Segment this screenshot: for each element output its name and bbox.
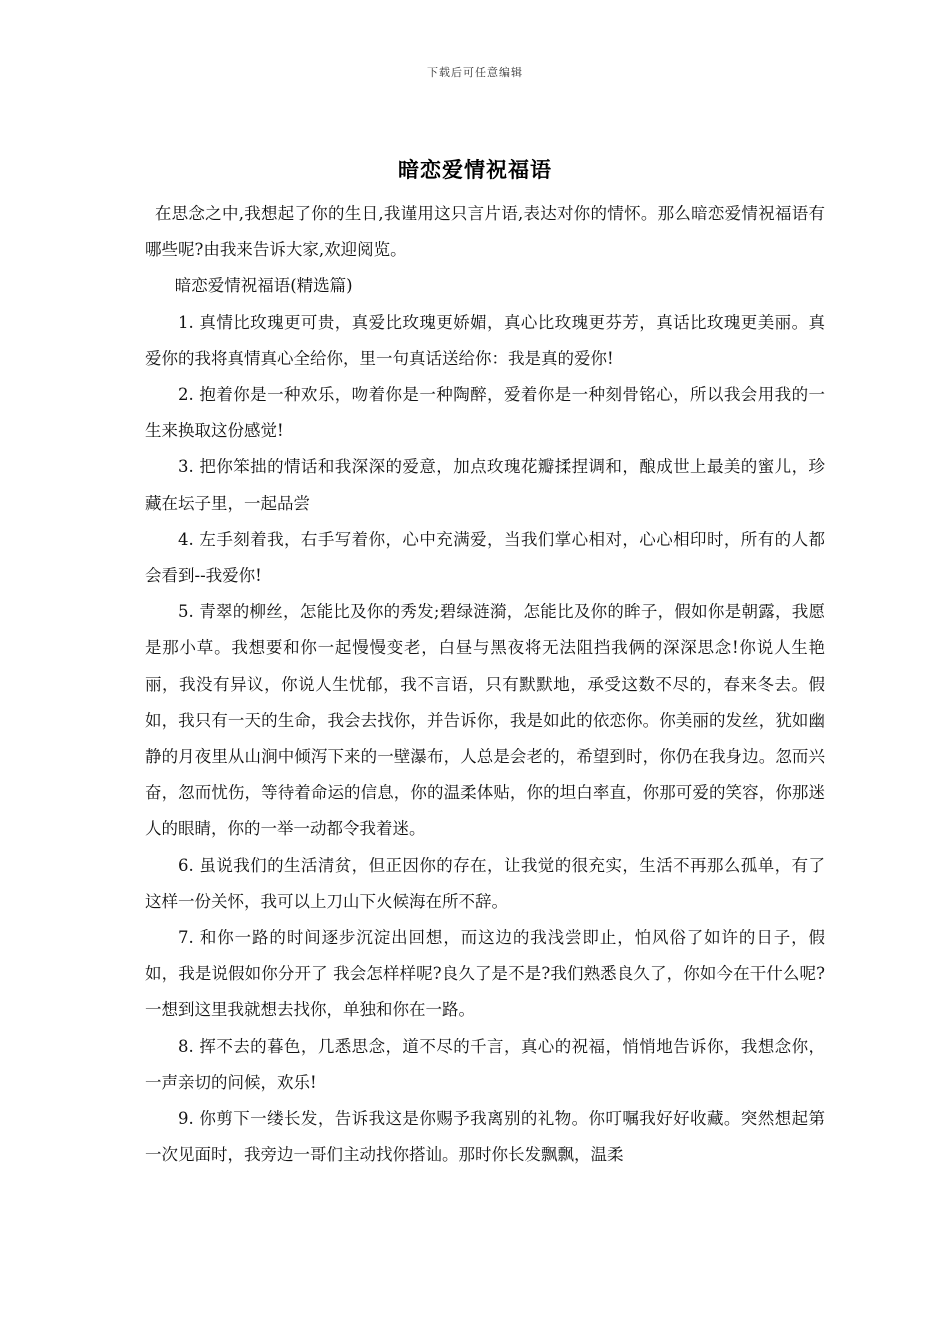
document-body	[145, 196, 825, 1173]
section-subtitle: 暗恋爱情祝福语(精选篇)	[174, 276, 353, 296]
list-item-3: 3. 把你笨拙的情话和我深深的爱意，加点玫瑰花瓣揉捏调和，酿成世上最美的蜜儿，珍藏在坛子里，一起品尝	[145, 457, 825, 513]
list-item-1: 1. 真情比玫瑰更可贵，真爱比玫瑰更娇媚，真心比玫瑰更芬芳，真话比玫瑰更美丽。真爱你的我将真情真心全给你，里一句真话送给你：我是真的爱你!	[145, 312, 825, 368]
list-item-6: 6. 虽说我们的生活清贫，但正因你的存在，让我觉的很充实，生活不再那么孤单，有了这样一份关怀，我可以上刀山下火候海在所不辞。	[145, 855, 825, 911]
list-item-5: 5. 青翠的柳丝，怎能比及你的秀发;碧绿涟漪，怎能比及你的眸子，假如你是朝露，我愿是那小草。我想要和你一起慢慢变老，白昼与黑夜将无法阻挡我俩的深深思念!你说人生艳丽，我没有异议，你说人生忧郁，我不言语，只有默默地，承受这数不尽的，春来冬去。假如，我只有一天的生命，我会去找你，并告诉你，我是如此的依恋你。你美丽的发丝，犹如幽静的月夜里从山涧中倾泻下来的一壁瀑布，人总是会老的，希望到时，你仍在我身边。忽而兴奋，忽而忧伤，等待着命运的信息，你的温柔体贴，你的坦白率直，你那可爱的笑容，你那迷人的眼睛，你的一举一动都令我着迷。	[145, 602, 825, 839]
intro-paragraph: 在思念之中,我想起了你的生日,我谨用这只言片语,表达对你的情怀。那么暗恋爱情祝福语有哪些呢?由我来告诉大家,欢迎阅览。	[145, 204, 825, 260]
header-note: 下载后可任意编辑	[427, 66, 523, 79]
list-item-7: 7. 和你一路的时间逐步沉淀出回想，而这边的我浅尝即止，怕风俗了如许的日子，假如，我是说假如你分开了 我会怎样样呢?良久了是不是?我们熟悉良久了，你如今在干什么呢?一想到这里我就想去找你，单独和你在一路。	[145, 928, 825, 1020]
list-item-2: 2. 抱着你是一种欢乐，吻着你是一种陶醉，爱着你是一种刻骨铭心，所以我会用我的一生来换取这份感觉!	[145, 385, 825, 441]
document-title: 暗恋爱情祝福语	[398, 157, 552, 182]
list-item-8: 8. 挥不去的暮色，几悉思念，道不尽的千言，真心的祝福，悄悄地告诉你，我想念你，一声亲切的问候，欢乐!	[145, 1036, 825, 1092]
list-item-4: 4. 左手刻着我，右手写着你，心中充满爱，当我们掌心相对，心心相印时，所有的人都会看到--我爱你!	[145, 529, 825, 586]
list-item-9: 9. 你剪下一缕长发，告诉我这是你赐予我离别的礼物。你叮嘱我好好收藏。突然想起第一次见面时，我旁边一哥们主动找你搭讪。那时你长发飘飘，温柔	[145, 1109, 825, 1165]
